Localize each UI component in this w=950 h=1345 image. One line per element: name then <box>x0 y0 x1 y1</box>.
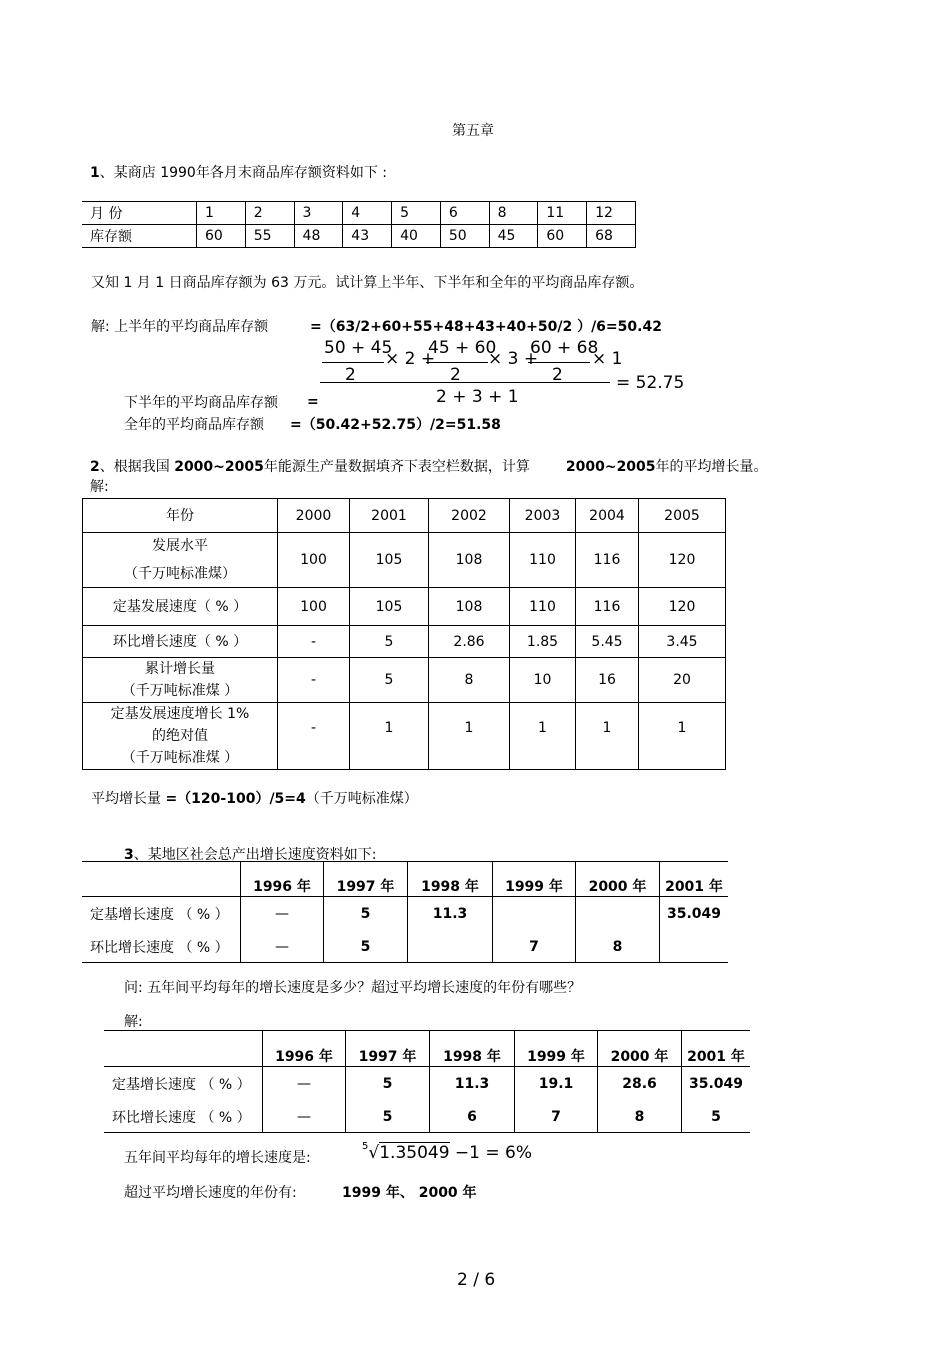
q3-solution-label: 解: <box>124 1014 143 1030</box>
q2-avg-eq: =（120-100）/5=4 <box>165 791 306 807</box>
formula-mult1: × 2 + <box>385 349 436 369</box>
table-cell: 2001 年 <box>682 1031 751 1066</box>
fraction-bar <box>528 362 590 363</box>
row-label: 环比增长速度 （ % ） <box>104 1102 263 1132</box>
table-cell: 2000 年 <box>598 1031 682 1066</box>
table-cell: 11.3 <box>408 896 493 932</box>
q3-table <box>82 862 728 963</box>
table-row <box>83 703 726 770</box>
table-cell: 10 <box>510 658 576 703</box>
table-cell: - <box>278 658 350 703</box>
q3-title-text: 、某地区社会总产出增长速度资料如下: <box>133 847 377 863</box>
table-cell: 5 <box>324 932 408 962</box>
table-cell: 120 <box>639 533 726 588</box>
row-label <box>83 658 278 703</box>
table-cell: 1998 年 <box>430 1031 515 1066</box>
table-cell: 1997 年 <box>324 862 408 896</box>
table-cell: 116 <box>576 588 639 626</box>
label-line: （千万吨标准煤） <box>124 566 236 582</box>
q1-table-row-values <box>82 225 636 248</box>
q1-second-half-eq: = <box>307 394 319 410</box>
table-row <box>82 932 728 962</box>
table-row <box>83 658 726 703</box>
table-cell: 19.1 <box>515 1066 598 1102</box>
table-cell: 8 <box>489 202 538 225</box>
table-cell: 45 <box>489 225 538 248</box>
table-cell: 2000 年 <box>576 862 660 896</box>
table-cell: 120 <box>639 588 726 626</box>
row-label: 定基增长速度 （ % ） <box>112 1077 251 1094</box>
table-cell: 3 <box>294 202 343 225</box>
row-label: 定基增长速度 （ % ） <box>90 907 229 924</box>
q1-solution-label: 解: 上半年的平均商品库存额 <box>91 319 269 335</box>
table-cell: 1 <box>639 703 726 770</box>
table-cell: 110 <box>510 588 576 626</box>
table-cell: — <box>241 932 324 962</box>
q1-solution-eq1: =（63/2+60+55+48+43+40+50/2 ）/6=50.42 <box>310 319 662 335</box>
table-row <box>83 499 726 533</box>
row-label: 环比增长速度（ % ） <box>83 626 278 658</box>
formula-den3: 2 <box>552 365 563 385</box>
q1-table-row-months <box>82 202 636 225</box>
table-cell: 100 <box>278 588 350 626</box>
q2-average <box>91 788 418 808</box>
radicand: 1.35049 <box>379 1143 450 1163</box>
q1-row1-label: 月 份 <box>82 202 197 225</box>
table-cell: 1 <box>429 703 510 770</box>
table-cell: 11 <box>538 202 587 225</box>
q2-title-text3: 年的平均增长量。 <box>655 459 768 475</box>
q3-exceed-label: 超过平均增长速度的年份有: <box>124 1185 297 1201</box>
row-label <box>83 703 278 770</box>
table-cell: 48 <box>294 225 343 248</box>
table-cell: 5.45 <box>576 626 639 658</box>
table-cell: 35.049 <box>682 1066 751 1102</box>
q2-number: 2 <box>90 459 100 475</box>
table-cell: 5 <box>350 626 429 658</box>
label-line: 定基发展速度增长 1% <box>110 706 250 722</box>
table-cell: 1 <box>510 703 576 770</box>
q1-row2-label: 库存额 <box>82 225 197 248</box>
q1-title <box>90 162 387 182</box>
label-line: 发展水平 <box>152 538 208 554</box>
fraction-bar <box>322 362 384 363</box>
table-cell: 108 <box>429 588 510 626</box>
table-cell: 2005 <box>639 499 726 533</box>
page-number: 2 / 6 <box>457 1270 496 1290</box>
q3-solution-table <box>104 1031 750 1133</box>
formula-den1: 2 <box>345 365 356 385</box>
q2-table <box>82 498 726 770</box>
table-cell <box>408 932 493 962</box>
table-cell: 43 <box>343 225 392 248</box>
table-row <box>104 1066 750 1102</box>
table-cell <box>493 896 576 932</box>
table-cell: 11.3 <box>430 1066 515 1102</box>
q2-title-years: 2000~2005 <box>174 459 264 475</box>
table-cell: 12 <box>587 202 636 225</box>
table-cell: 1997 年 <box>346 1031 430 1066</box>
q1-table <box>82 201 636 248</box>
q3-exceed-years: 1999 年、 2000 年 <box>342 1185 477 1201</box>
formula-den2: 2 <box>450 365 461 385</box>
table-cell: 3.45 <box>639 626 726 658</box>
root-rest: −1 = 6% <box>449 1143 533 1163</box>
formula-mult2: × 3 + <box>488 349 539 369</box>
q3-number: 3 <box>124 847 134 863</box>
table-cell: — <box>241 896 324 932</box>
table-cell: 5 <box>324 896 408 932</box>
table-cell: 1 <box>350 703 429 770</box>
table-cell: 2002 <box>429 499 510 533</box>
q1-title-text: 、某商店 1990年各月末商品库存额资料如下 : <box>99 165 387 181</box>
table-row <box>104 1102 750 1132</box>
table-cell: 2004 <box>576 499 639 533</box>
table-cell: 5 <box>682 1102 751 1132</box>
label-line: （千万吨标准煤 ） <box>121 683 239 699</box>
table-cell: 5 <box>392 202 441 225</box>
table-row <box>83 588 726 626</box>
radical-sign-icon: √ <box>368 1143 380 1163</box>
table-cell: 2003 <box>510 499 576 533</box>
table-cell: 50 <box>440 225 489 248</box>
row-label <box>83 533 278 588</box>
table-cell: 100 <box>278 533 350 588</box>
q2-header-label: 年份 <box>83 499 278 533</box>
table-cell: 60 <box>197 225 246 248</box>
table-row <box>83 626 726 658</box>
table-cell: 105 <box>350 533 429 588</box>
table-cell: 105 <box>350 588 429 626</box>
table-cell: 6 <box>440 202 489 225</box>
table-cell: 5 <box>346 1102 430 1132</box>
table-cell: 2.86 <box>429 626 510 658</box>
q2-title-years2: 2000~2005 <box>565 459 656 475</box>
label-line: （千万吨标准煤 ） <box>121 750 239 766</box>
table-cell: 1 <box>576 703 639 770</box>
table-cell: 5 <box>350 658 429 703</box>
table-cell: 1 <box>197 202 246 225</box>
table-cell: 28.6 <box>598 1066 682 1102</box>
chapter-title: 第五章 <box>452 123 494 139</box>
table-cell: 2001 年 <box>660 862 729 896</box>
table-cell <box>104 1031 263 1066</box>
table-cell: 6 <box>430 1102 515 1132</box>
q2-title-text2: 年能源生产量数据填齐下表空栏数据，计算 <box>263 459 530 475</box>
table-cell: 110 <box>510 533 576 588</box>
q2-avg-label: 平均增长量 <box>91 791 166 807</box>
q3-question: 问: 五年间平均每年的增长速度是多少？超过平均增长速度的年份有哪些？ <box>124 980 582 996</box>
table-row <box>104 1031 750 1066</box>
formula-result: = 52.75 <box>616 373 685 393</box>
table-cell <box>82 862 241 896</box>
formula-num3: 60 + 68 <box>530 338 599 358</box>
table-cell: 108 <box>429 533 510 588</box>
q3-avg-label: 五年间平均每年的增长速度是: <box>124 1150 311 1166</box>
table-cell: 35.049 <box>660 896 729 932</box>
table-row <box>82 896 728 932</box>
row-label: 定基发展速度（ % ） <box>83 588 278 626</box>
table-cell: 4 <box>343 202 392 225</box>
table-cell: 7 <box>493 932 576 962</box>
table-cell: 116 <box>576 533 639 588</box>
main-fraction-bar <box>320 382 610 383</box>
table-row <box>83 533 726 588</box>
table-cell: 1999 年 <box>493 862 576 896</box>
table-cell <box>660 932 729 962</box>
table-row <box>82 862 728 896</box>
table-cell: 5 <box>346 1066 430 1102</box>
table-cell: - <box>278 703 350 770</box>
q1-note: 又知 1 月 1 日商品库存额为 63 万元。试计算上半年、下半年和全年的平均商品库存额。 <box>91 275 644 291</box>
q1-year-label: 全年的平均商品库存额 <box>124 417 264 433</box>
table-cell: - <box>278 626 350 658</box>
table-cell <box>576 896 660 932</box>
q2-avg-unit: （千万吨标准煤） <box>305 791 418 807</box>
table-cell: 1996 年 <box>241 862 324 896</box>
formula-num2: 45 + 60 <box>428 338 497 358</box>
formula-mult3: × 1 <box>592 349 623 369</box>
table-cell: 2001 <box>350 499 429 533</box>
q1-number: 1 <box>90 165 100 181</box>
q1-year-eq: =（50.42+52.75）/2=51.58 <box>290 417 501 433</box>
q1-second-half-label: 下半年的平均商品库存额 <box>124 395 278 411</box>
table-cell: 60 <box>538 225 587 248</box>
table-cell: 8 <box>576 932 660 962</box>
table-cell: 1996 年 <box>263 1031 346 1066</box>
table-cell: 8 <box>429 658 510 703</box>
q2-title <box>90 456 768 476</box>
table-cell: 16 <box>576 658 639 703</box>
label-line: 累计增长量 <box>145 661 215 677</box>
q3-root-expression <box>362 1143 532 1163</box>
table-cell: 7 <box>515 1102 598 1132</box>
table-cell: 20 <box>639 658 726 703</box>
table-cell: 2000 <box>278 499 350 533</box>
table-cell: 40 <box>392 225 441 248</box>
formula-num1: 50 + 45 <box>324 338 393 358</box>
root-index: 5 <box>362 1141 369 1152</box>
row-label: 环比增长速度 （ % ） <box>82 932 241 962</box>
table-cell: 1998 年 <box>408 862 493 896</box>
label-line: 的绝对值 <box>152 728 208 744</box>
table-cell: 68 <box>587 225 636 248</box>
formula-denominator: 2 + 3 + 1 <box>436 387 519 407</box>
table-cell: — <box>263 1066 346 1102</box>
fraction-bar <box>426 362 488 363</box>
q2-solution-label: 解: <box>90 479 109 495</box>
table-cell: 8 <box>598 1102 682 1132</box>
table-cell: 55 <box>245 225 294 248</box>
table-cell: — <box>263 1102 346 1132</box>
table-cell: 1.85 <box>510 626 576 658</box>
table-cell: 2 <box>245 202 294 225</box>
q2-title-text: 、根据我国 <box>99 459 175 475</box>
table-cell: 1999 年 <box>515 1031 598 1066</box>
